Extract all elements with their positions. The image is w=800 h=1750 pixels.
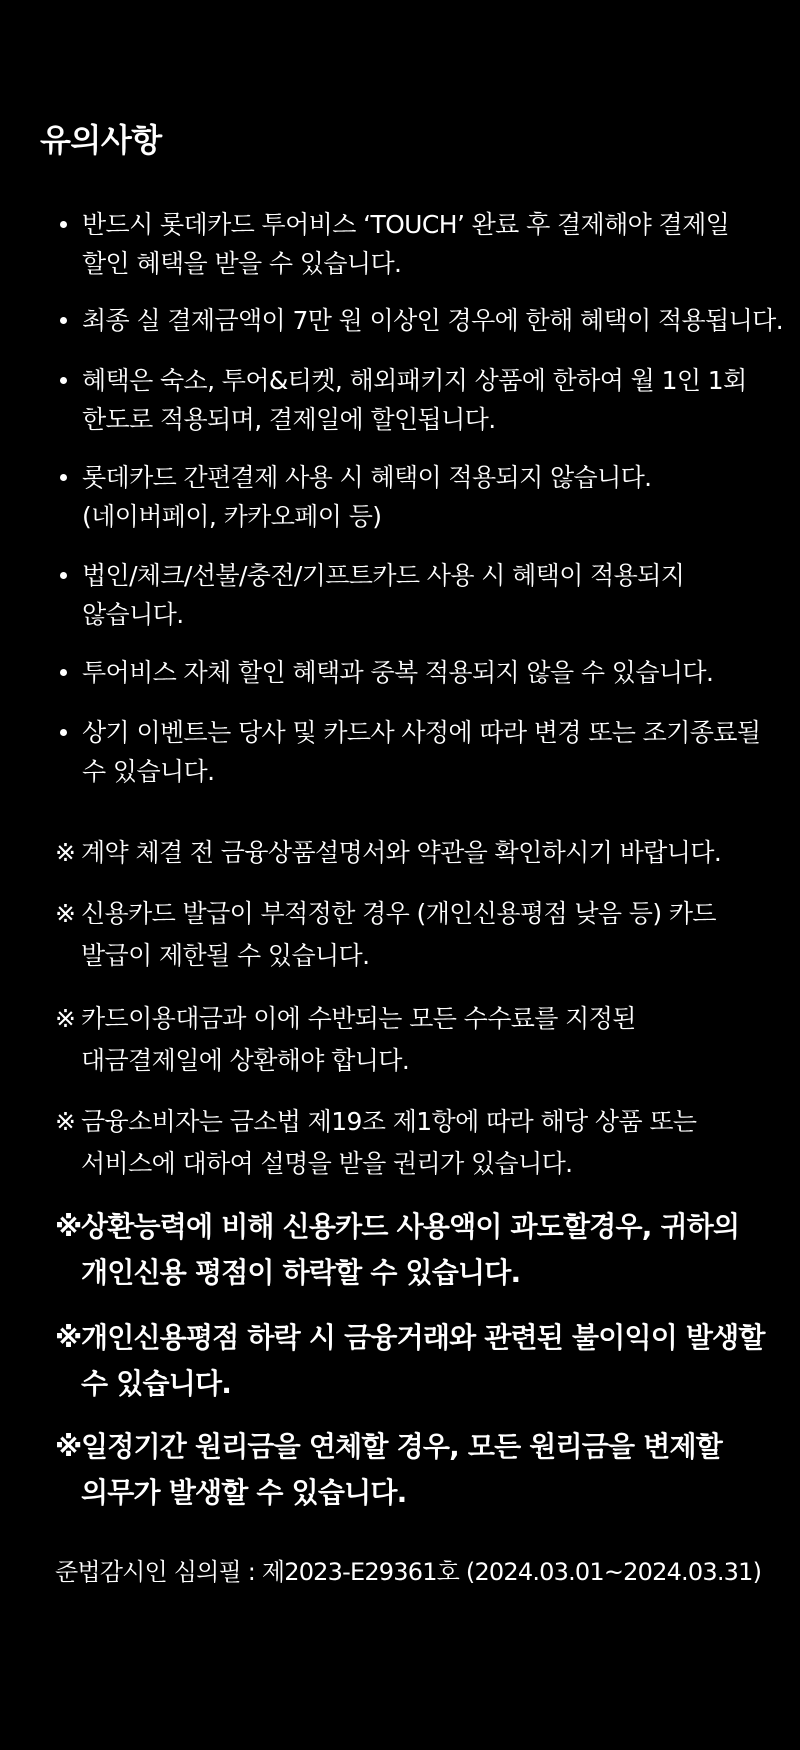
note-line: 카드이용대금과 이에 수반되는 모든 수수료를 지정된	[81, 1004, 636, 1033]
reference-note	[55, 1101, 696, 1185]
note-line: 상환능력에 비해 신용카드 사용액이 과도할경우, 귀하의	[81, 1210, 740, 1243]
bullet-line: 반드시 롯데카드 투어비스 ‘TOUCH’ 완료 후 결제해야 결제일	[82, 210, 730, 239]
note-line: 신용카드 발급이 부적정한 경우 (개인신용평점 낮음 등) 카드	[81, 899, 716, 928]
reference-mark-icon: ※	[55, 1210, 82, 1243]
bullet-dot-icon	[60, 317, 67, 324]
reference-mark-icon: ※	[55, 1430, 82, 1463]
warning-note	[55, 1204, 739, 1296]
reference-mark-icon: ※	[55, 838, 76, 867]
bullet-line: 상기 이벤트는 당사 및 카드사 사정에 따라 변경 또는 조기종료될	[82, 718, 761, 747]
reference-mark-icon: ※	[55, 899, 76, 928]
note-line: 일정기간 원리금을 연체할 경우, 모든 원리금을 변제할	[81, 1430, 722, 1463]
section-title: 유의사항	[40, 121, 162, 159]
reference-note	[55, 893, 716, 977]
bullet-dot-icon	[60, 572, 67, 579]
note-line: 서비스에 대하여 설명을 받을 권리가 있습니다.	[81, 1149, 573, 1178]
compliance-approval-text: 준법감시인 심의필 : 제2023-E29361호 (2024.03.01~2024.03.31)	[55, 1558, 762, 1586]
bullet-line: 법인/체크/선불/충전/기프트카드 사용 시 혜택이 적용되지	[82, 561, 685, 590]
notice-bullet-item	[82, 361, 762, 439]
notice-bullet-item	[82, 653, 762, 692]
reference-mark-icon: ※	[55, 1004, 76, 1033]
bullet-dot-icon	[60, 221, 67, 228]
notice-bullet-item	[82, 556, 762, 634]
reference-mark-icon: ※	[55, 1321, 82, 1354]
bullet-line: 않습니다.	[82, 600, 184, 629]
bullet-line: 수 있습니다.	[82, 757, 215, 786]
bullet-dot-icon	[60, 377, 67, 384]
note-line: 계약 체결 전 금융상품설명서와 약관을 확인하시기 바랍니다.	[81, 838, 722, 867]
bullet-line: 한도로 적용되며, 결제일에 할인됩니다.	[82, 405, 496, 434]
bullet-dot-icon	[60, 474, 67, 481]
notice-bullet-item	[82, 713, 762, 791]
note-line: 발급이 제한될 수 있습니다.	[81, 941, 370, 970]
bullet-line: 할인 혜택을 받을 수 있습니다.	[82, 249, 402, 278]
reference-note	[55, 832, 721, 874]
note-line: 개인신용 평점이 하락할 수 있습니다.	[81, 1256, 521, 1289]
note-line: 수 있습니다.	[81, 1367, 232, 1400]
notice-bullet-item	[82, 301, 784, 340]
note-line: 금융소비자는 금소법 제19조 제1항에 따라 해당 상품 또는	[81, 1107, 697, 1136]
reference-note	[55, 998, 636, 1082]
note-line: 의무가 발생할 수 있습니다.	[81, 1476, 407, 1509]
warning-note	[55, 1315, 765, 1407]
bullet-line: 혜택은 숙소, 투어&티켓, 해외패키지 상품에 한하여 월 1인 1회	[82, 366, 747, 395]
bullet-dot-icon	[60, 729, 67, 736]
notice-bullet-item	[82, 205, 762, 283]
notice-bullet-item	[82, 458, 762, 536]
bullet-line: 최종 실 결제금액이 7만 원 이상인 경우에 한해 혜택이 적용됩니다.	[82, 306, 784, 335]
bullet-line: (네이버페이, 카카오페이 등)	[82, 502, 382, 531]
bullet-line: 롯데카드 간편결제 사용 시 혜택이 적용되지 않습니다.	[82, 463, 652, 492]
reference-mark-icon: ※	[55, 1107, 76, 1136]
note-line: 개인신용평점 하락 시 금융거래와 관련된 불이익이 발생할	[81, 1321, 765, 1354]
bullet-line: 투어비스 자체 할인 혜택과 중복 적용되지 않을 수 있습니다.	[82, 658, 714, 687]
warning-note	[55, 1424, 722, 1516]
bullet-dot-icon	[60, 669, 67, 676]
note-line: 대금결제일에 상환해야 합니다.	[81, 1046, 410, 1075]
